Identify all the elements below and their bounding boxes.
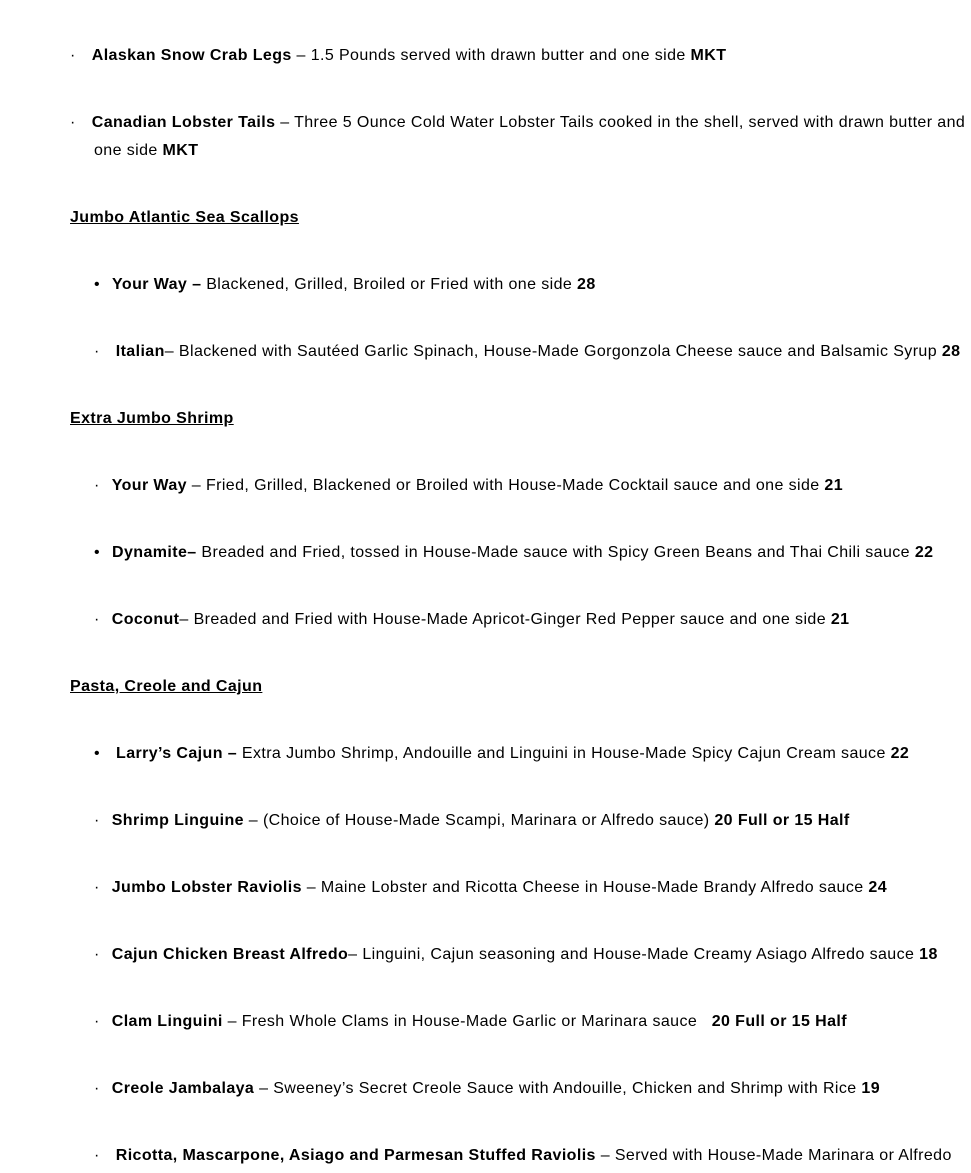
menu-item-stuffed-raviolis	[94, 1146, 952, 1166]
menu-item-shrimp-your-way	[94, 476, 843, 496]
menu-item-lobster	[70, 113, 965, 133]
item-price: 24	[868, 879, 888, 896]
item-description-continued: one side	[94, 142, 163, 159]
item-description: Extra Jumbo Shrimp, Andouille and Linguini in House-Made Spicy Cajun Cream sauce	[237, 745, 891, 762]
bullet: ·	[94, 477, 100, 494]
item-name: Canadian Lobster Tails	[91, 114, 276, 131]
menu-item-lobster-raviolis	[94, 878, 887, 898]
item-price: 21	[830, 611, 850, 628]
menu-item-crab	[70, 46, 726, 66]
item-description: – Maine Lobster and Ricotta Cheese in House-Made Brandy Alfredo sauce	[301, 879, 869, 896]
menu-item-larrys-cajun	[94, 744, 909, 764]
item-price: 20 Full or 15 Half	[711, 1013, 847, 1030]
item-name: Dynamite–	[112, 544, 197, 561]
item-name: Creole Jambalaya	[111, 1080, 255, 1097]
bullet: ·	[94, 611, 100, 628]
bullet: ·	[94, 946, 100, 963]
bullet: ·	[70, 114, 76, 131]
section-heading-pasta: Pasta, Creole and Cajun	[70, 678, 263, 695]
item-price: 28	[577, 276, 596, 293]
bullet: ·	[94, 1013, 100, 1030]
item-price: 22	[890, 745, 910, 762]
menu-item-lobster-continued	[94, 141, 198, 161]
bullet: ·	[94, 879, 100, 896]
menu-item-shrimp-linguine	[94, 811, 850, 831]
item-name: Larry’s Cajun –	[116, 745, 238, 762]
item-description: – Breaded and Fried with House-Made Apricot-Ginger Red Pepper sauce and one side	[179, 611, 831, 628]
item-description: – Fried, Grilled, Blackened or Broiled with House-Made Cocktail sauce and one side	[186, 477, 825, 494]
item-price: 22	[914, 544, 934, 561]
item-description: – 1.5 Pounds served with drawn butter and one side	[291, 47, 691, 64]
section-heading-shrimp: Extra Jumbo Shrimp	[70, 410, 234, 427]
item-name: Shrimp Linguine	[111, 812, 244, 829]
item-price: 18	[919, 946, 938, 963]
menu-item-scallops-italian	[94, 342, 960, 362]
item-price: 20 Full or 15 Half	[714, 812, 850, 829]
item-name: Your Way –	[112, 276, 202, 293]
item-name: Alaskan Snow Crab Legs	[91, 47, 292, 64]
item-name: Jumbo Lobster Raviolis	[111, 879, 302, 896]
menu-item-cajun-chicken-alfredo	[94, 945, 938, 965]
item-description: – (Choice of House-Made Scampi, Marinara or Alfredo sauce)	[243, 812, 715, 829]
item-name: Your Way	[111, 477, 187, 494]
menu-item-clam-linguini	[94, 1012, 847, 1032]
bullet: ·	[70, 47, 76, 64]
bullet: •	[94, 544, 101, 561]
item-description: – Sweeney’s Secret Creole Sauce with Andouille, Chicken and Shrimp with Rice	[254, 1080, 862, 1097]
bullet: ·	[94, 1080, 100, 1097]
item-description: – Served with House-Made Marinara or Alfredo	[595, 1147, 952, 1164]
item-description: Breaded and Fried, tossed in House-Made sauce with Spicy Green Beans and Thai Chili sauce	[196, 544, 915, 561]
item-name: Coconut	[111, 611, 180, 628]
item-description: – Three 5 Ounce Cold Water Lobster Tails cooked in the shell, served with drawn butter and	[275, 114, 966, 131]
menu-item-scallops-your-way	[94, 275, 596, 295]
item-name: Italian	[115, 343, 165, 360]
item-price: MKT	[162, 142, 199, 159]
section-heading-scallops: Jumbo Atlantic Sea Scallops	[70, 209, 299, 226]
bullet: ·	[94, 1147, 100, 1164]
menu-item-creole-jambalaya	[94, 1079, 880, 1099]
bullet: ·	[94, 343, 100, 360]
item-price: 21	[824, 477, 844, 494]
item-description: Blackened, Grilled, Broiled or Fried with one side	[201, 276, 578, 293]
item-description: – Fresh Whole Clams in House-Made Garlic or Marinara sauce	[222, 1013, 707, 1030]
item-description: – Blackened with Sautéed Garlic Spinach, House-Made Gorgonzola Cheese sauce and Balsamic Syrup	[164, 343, 942, 360]
bullet: •	[94, 276, 101, 293]
item-description: – Linguini, Cajun seasoning and House-Made Creamy Asiago Alfredo sauce	[348, 946, 920, 963]
menu-item-shrimp-dynamite	[94, 543, 933, 563]
menu-item-shrimp-coconut	[94, 610, 849, 630]
item-price: 28	[941, 343, 961, 360]
item-name: Cajun Chicken Breast Alfredo	[111, 946, 349, 963]
item-price: 19	[861, 1080, 881, 1097]
bullet: ·	[94, 812, 100, 829]
item-price: MKT	[690, 47, 727, 64]
item-name: Ricotta, Mascarpone, Asiago and Parmesan Stuffed Raviolis	[115, 1147, 596, 1164]
bullet: •	[94, 745, 101, 762]
item-name: Clam Linguini	[111, 1013, 223, 1030]
